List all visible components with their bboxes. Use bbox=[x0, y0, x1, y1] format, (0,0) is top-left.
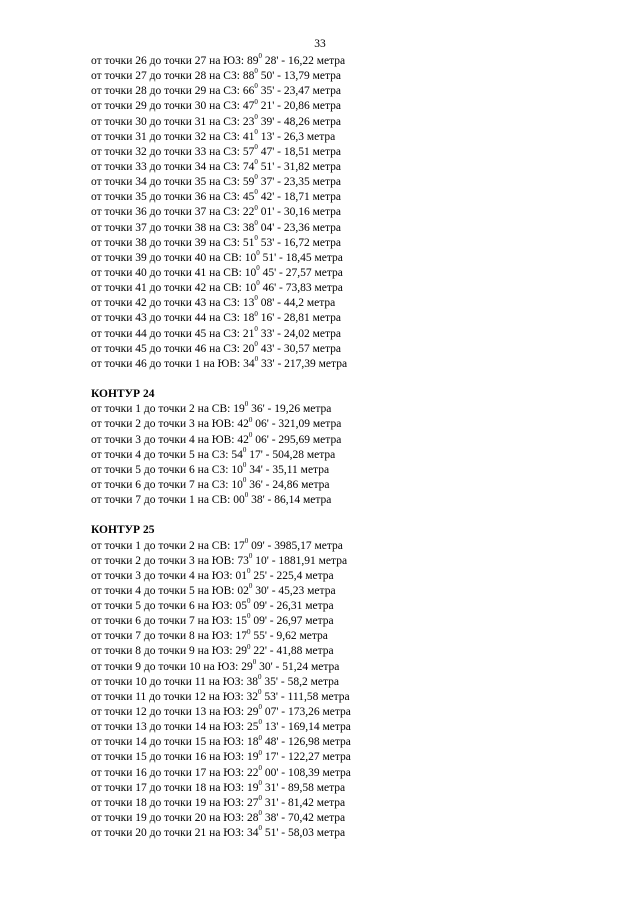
degree-mark: 0 bbox=[248, 430, 253, 439]
degree-mark: 0 bbox=[246, 612, 251, 621]
degree-mark: 0 bbox=[254, 233, 258, 242]
section bbox=[91, 54, 611, 372]
bearing-text-end: 17' - 504,28 метра bbox=[249, 448, 336, 461]
degree-mark: 0 bbox=[254, 309, 258, 318]
bearing-text-end: 30' - 45,23 метра bbox=[255, 584, 336, 597]
degree-mark: 0 bbox=[254, 97, 258, 106]
bearing-line bbox=[91, 311, 611, 326]
bearing-text-end: 37' - 23,35 метра bbox=[260, 176, 342, 189]
degree-mark: 0 bbox=[258, 688, 262, 697]
bearing-text-end: 25' - 225,4 метра bbox=[253, 569, 334, 582]
page-number: 33 bbox=[314, 38, 326, 50]
bearing-text-end: 51' - 58,03 метра bbox=[264, 827, 346, 840]
bearing-line bbox=[91, 54, 611, 69]
bearing-line bbox=[91, 112, 611, 130]
degree-mark: 0 bbox=[254, 127, 258, 136]
bearing-text-end: 46' - 73,83 метра bbox=[262, 282, 343, 295]
bearing-text-start: от точки 11 до точки 12 на ЮЗ: 32 bbox=[91, 690, 259, 703]
degree-mark: 0 bbox=[254, 82, 258, 91]
degree-mark: 0 bbox=[254, 158, 258, 167]
bearing-text-start: от точки 30 до точки 31 на СЗ: 23 bbox=[91, 115, 255, 128]
bearing-text-end: 33' - 217,39 метра bbox=[261, 357, 348, 370]
bearing-text-start: от точки 14 до точки 15 на ЮЗ: 18 bbox=[91, 736, 259, 749]
section-heading: КОНТУР 25 bbox=[91, 524, 155, 537]
bearing-line bbox=[91, 657, 611, 675]
bearing-text-start: от точки 7 до точки 1 на СВ: 00 bbox=[91, 494, 245, 507]
degree-mark: 0 bbox=[256, 249, 260, 257]
bearing-line bbox=[91, 460, 611, 478]
bearing-text-end: 55' - 9,62 метра bbox=[253, 630, 328, 643]
bearing-text-end: 34' - 35,11 метра bbox=[249, 463, 330, 476]
bearing-text-end: 45' - 27,57 метра bbox=[262, 266, 343, 279]
section bbox=[91, 387, 611, 508]
bearing-text-end: 04' - 23,36 метра bbox=[260, 221, 342, 234]
bearing-text-start: от точки 16 до точки 17 на ЮЗ: 22 bbox=[91, 766, 259, 779]
bearing-text-start: от точки 10 до точки 11 на ЮЗ: 38 bbox=[91, 675, 259, 688]
bearing-line bbox=[91, 266, 611, 281]
bearing-text-start: от точки 1 до точки 2 на СВ: 17 bbox=[91, 539, 245, 552]
bearing-text-start: от точки 35 до точки 36 на СЗ: 45 bbox=[91, 191, 255, 204]
bearing-text-end: 38' - 70,42 метра bbox=[264, 812, 346, 825]
bearing-line bbox=[91, 84, 611, 99]
bearing-line bbox=[91, 324, 611, 342]
bearing-line bbox=[91, 566, 611, 584]
bearing-line bbox=[91, 445, 611, 463]
bearing-line bbox=[91, 750, 611, 765]
bearing-text-end: 07' - 173,26 метра bbox=[264, 706, 351, 719]
bearing-text-start: от точки 36 до точки 37 на СЗ: 22 bbox=[91, 206, 255, 219]
bearing-text-start: от точки 4 до точки 5 на ЮВ: 02 bbox=[91, 584, 249, 597]
degree-mark: 0 bbox=[252, 657, 257, 666]
degree-mark: 0 bbox=[258, 52, 262, 61]
bearing-text-start: от точки 7 до точки 8 на ЮЗ: 17 bbox=[91, 630, 247, 643]
bearing-text-end: 53' - 111,58 метра bbox=[264, 690, 350, 703]
bearing-line bbox=[91, 296, 611, 311]
bearing-text-start: от точки 42 до точки 43 на СЗ: 13 bbox=[91, 297, 255, 310]
bearing-text-start: от точки 32 до точки 33 на СЗ: 57 bbox=[91, 145, 255, 158]
bearing-text-start: от точки 3 до точки 4 на ЮЗ: 01 bbox=[91, 569, 247, 582]
bearing-text-end: 31' - 89,58 метра bbox=[264, 781, 346, 794]
degree-mark: 0 bbox=[246, 642, 251, 651]
bearing-text-start: от точки 9 до точки 10 на ЮЗ: 29 bbox=[91, 660, 253, 673]
bearing-line bbox=[91, 281, 611, 296]
bearing-text-end: 09' - 26,97 метра bbox=[253, 615, 334, 628]
bearing-line bbox=[91, 778, 611, 796]
bearing-text-end: 51' - 31,82 метра bbox=[260, 160, 342, 173]
bearing-line bbox=[91, 430, 611, 448]
bearing-line bbox=[91, 614, 611, 629]
bearing-line bbox=[91, 175, 611, 190]
bearing-line bbox=[91, 205, 611, 220]
section-heading: КОНТУР 24 bbox=[91, 388, 155, 401]
degree-mark: 0 bbox=[242, 460, 247, 469]
bearing-line bbox=[91, 354, 611, 372]
bearing-text-end: 35' - 23,47 метра bbox=[260, 85, 342, 98]
degree-mark: 0 bbox=[254, 218, 258, 227]
bearing-text-end: 36' - 24,86 метра bbox=[249, 478, 330, 491]
bearing-text-end: 09' - 26,31 метра bbox=[253, 600, 334, 613]
bearing-line bbox=[91, 339, 611, 357]
degree-mark: 0 bbox=[254, 112, 258, 121]
degree-mark: 0 bbox=[258, 718, 262, 727]
degree-mark: 0 bbox=[254, 294, 258, 303]
degree-mark: 0 bbox=[258, 748, 262, 757]
bearing-text-end: 06' - 295,69 метра bbox=[255, 433, 342, 446]
bearing-text-end: 36' - 19,26 метра bbox=[251, 403, 332, 416]
bearing-text-start: от точки 3 до точки 4 на ЮВ: 42 bbox=[91, 433, 249, 446]
bearing-line bbox=[91, 99, 611, 114]
bearing-text-end: 16' - 28,81 метра bbox=[260, 312, 342, 325]
degree-mark: 0 bbox=[258, 733, 262, 742]
bearing-line bbox=[91, 251, 611, 266]
degree-mark: 0 bbox=[246, 627, 251, 636]
bearing-text-start: от точки 44 до точки 45 на СЗ: 21 bbox=[91, 327, 255, 340]
bearing-line bbox=[91, 796, 611, 811]
bearing-text-start: от точки 6 до точки 7 на СЗ: 10 bbox=[91, 478, 243, 491]
degree-mark: 0 bbox=[258, 672, 262, 681]
bearing-text-end: 35' - 58,2 метра bbox=[264, 675, 339, 688]
degree-mark: 0 bbox=[254, 324, 258, 333]
bearing-text-end: 22' - 41,88 метра bbox=[253, 645, 334, 658]
bearing-text-start: от точки 18 до точки 19 на ЮЗ: 27 bbox=[91, 796, 259, 809]
bearing-line bbox=[91, 190, 611, 205]
bearing-line bbox=[91, 720, 611, 735]
bearing-line bbox=[91, 233, 611, 251]
degree-mark: 0 bbox=[248, 582, 253, 591]
degree-mark: 0 bbox=[254, 143, 258, 152]
bearing-text-end: 30' - 51,24 метра bbox=[259, 660, 340, 673]
bearing-line bbox=[91, 478, 611, 493]
degree-mark: 0 bbox=[244, 400, 249, 409]
bearing-text-start: от точки 40 до точки 41 на СВ: 10 bbox=[91, 266, 257, 279]
degree-mark: 0 bbox=[258, 824, 262, 833]
degree-mark: 0 bbox=[254, 354, 259, 363]
bearing-line bbox=[91, 127, 611, 145]
bearing-line bbox=[91, 218, 611, 236]
bearing-text-end: 50' - 13,79 метра bbox=[260, 70, 342, 83]
bearing-text-start: от точки 34 до точки 35 на СЗ: 59 bbox=[91, 176, 255, 189]
bearing-line bbox=[91, 417, 611, 432]
bearing-text-start: от точки 27 до точки 28 на СЗ: 88 bbox=[91, 70, 255, 83]
bearing-line bbox=[91, 69, 611, 84]
bearing-text-start: от точки 45 до точки 46 на СЗ: 20 bbox=[91, 342, 255, 355]
bearing-text-start: от точки 41 до точки 42 на СВ: 10 bbox=[91, 282, 257, 295]
degree-mark: 0 bbox=[258, 703, 262, 712]
degree-mark: 0 bbox=[242, 445, 247, 454]
bearing-text-start: от точки 17 до точки 18 на ЮЗ: 19 bbox=[91, 781, 259, 794]
bearing-text-end: 21' - 20,86 метра bbox=[260, 100, 342, 113]
degree-mark: 0 bbox=[246, 566, 251, 575]
bearing-text-start: от точки 5 до точки 6 на ЮЗ: 05 bbox=[91, 600, 247, 613]
bearing-line bbox=[91, 826, 611, 841]
bearing-text-start: от точки 8 до точки 9 на ЮЗ: 29 bbox=[91, 645, 247, 658]
degree-mark: 0 bbox=[254, 339, 258, 348]
bearing-line bbox=[91, 811, 611, 826]
bearing-text-start: от точки 31 до точки 32 на СЗ: 41 bbox=[91, 130, 255, 143]
bearing-text-end: 17' - 122,27 метра bbox=[264, 751, 351, 764]
degree-mark: 0 bbox=[254, 67, 258, 76]
bearing-text-end: 28' - 16,22 метра bbox=[264, 55, 346, 67]
bearing-text-end: 47' - 18,51 метра bbox=[260, 145, 342, 158]
bearing-text-end: 01' - 30,16 метра bbox=[260, 206, 342, 219]
degree-mark: 0 bbox=[254, 188, 258, 197]
bearing-line bbox=[91, 690, 611, 705]
bearing-line bbox=[91, 629, 611, 644]
bearing-line bbox=[91, 735, 611, 750]
bearing-line bbox=[91, 551, 611, 569]
bearing-text-end: 51' - 18,45 метра bbox=[262, 251, 343, 264]
degree-mark: 0 bbox=[258, 794, 262, 803]
bearing-text-start: от точки 13 до точки 14 на ЮЗ: 25 bbox=[91, 721, 259, 734]
bearing-text-start: от точки 20 до точки 21 на ЮЗ: 34 bbox=[91, 827, 259, 840]
bearing-text-start: от точки 26 до точки 27 на ЮЗ: 89 bbox=[91, 55, 259, 67]
bearing-text-end: 09' - 3985,17 метра bbox=[251, 539, 343, 552]
bearing-text-end: 33' - 24,02 метра bbox=[260, 327, 342, 340]
bearing-text-start: от точки 28 до точки 29 на СЗ: 66 bbox=[91, 85, 255, 98]
degree-mark: 0 bbox=[258, 763, 262, 772]
bearing-line bbox=[91, 402, 611, 417]
bearing-text-start: от точки 38 до точки 39 на СЗ: 51 bbox=[91, 236, 255, 249]
bearing-line bbox=[91, 599, 611, 614]
bearing-text-start: от точки 12 до точки 13 на ЮЗ: 29 bbox=[91, 706, 259, 719]
bearing-text-start: от точки 2 до точки 3 на ЮВ: 42 bbox=[91, 418, 249, 431]
bearing-text-start: от точки 4 до точки 5 на СЗ: 54 bbox=[91, 448, 243, 461]
bearing-text-start: от точки 6 до точки 7 на ЮЗ: 15 bbox=[91, 615, 247, 628]
bearing-text-end: 08' - 44,2 метра bbox=[260, 297, 336, 310]
bearing-line bbox=[91, 536, 611, 554]
degree-mark: 0 bbox=[258, 778, 262, 787]
bearing-line bbox=[91, 493, 611, 508]
degree-mark: 0 bbox=[256, 264, 260, 273]
bearing-text-end: 06' - 321,09 метра bbox=[255, 418, 342, 431]
degree-mark: 0 bbox=[244, 536, 249, 545]
degree-mark: 0 bbox=[254, 173, 258, 182]
bearing-line bbox=[91, 584, 611, 599]
bearing-text-start: от точки 46 до точки 1 на ЮВ: 34 bbox=[91, 357, 255, 370]
bearing-line bbox=[91, 145, 611, 160]
bearing-text-start: от точки 5 до точки 6 на СЗ: 10 bbox=[91, 463, 243, 476]
bearing-text-start: от точки 39 до точки 40 на СВ: 10 bbox=[91, 251, 257, 264]
bearing-text-start: от точки 33 до точки 34 на СЗ: 74 bbox=[91, 160, 255, 173]
bearing-line bbox=[91, 160, 611, 175]
document-body bbox=[91, 54, 611, 841]
degree-mark: 0 bbox=[242, 476, 247, 485]
bearing-text-end: 43' - 30,57 метра bbox=[260, 342, 342, 355]
bearing-text-start: от точки 19 до точки 20 на ЮЗ: 28 bbox=[91, 812, 259, 825]
section bbox=[91, 523, 611, 841]
bearing-text-end: 10' - 1881,91 метра bbox=[255, 554, 348, 567]
degree-mark: 0 bbox=[248, 551, 253, 560]
bearing-text-start: от точки 43 до точки 44 на СЗ: 18 bbox=[91, 312, 255, 325]
degree-mark: 0 bbox=[256, 279, 260, 288]
bearing-text-end: 48' - 126,98 метра bbox=[264, 736, 351, 749]
bearing-text-start: от точки 2 до точки 3 на ЮВ: 73 bbox=[91, 554, 249, 567]
bearing-line bbox=[91, 763, 611, 781]
bearing-text-start: от точки 15 до точки 16 на ЮЗ: 19 bbox=[91, 751, 259, 764]
bearing-line bbox=[91, 705, 611, 720]
bearing-text-end: 42' - 18,71 метра bbox=[260, 191, 342, 204]
degree-mark: 0 bbox=[254, 203, 258, 212]
bearing-text-end: 38' - 86,14 метра bbox=[251, 494, 332, 507]
bearing-text-start: от точки 29 до точки 30 на СЗ: 47 bbox=[91, 100, 255, 113]
bearing-text-end: 13' - 169,14 метра bbox=[264, 721, 351, 734]
bearing-text-start: от точки 37 до точки 38 на СЗ: 38 bbox=[91, 221, 255, 234]
degree-mark: 0 bbox=[244, 491, 249, 500]
bearing-text-end: 53' - 16,72 метра bbox=[260, 236, 342, 249]
bearing-line bbox=[91, 672, 611, 690]
bearing-text-end: 13' - 26,3 метра bbox=[260, 130, 336, 143]
degree-mark: 0 bbox=[246, 597, 251, 606]
bearing-text-end: 00' - 108,39 метра bbox=[264, 766, 351, 779]
bearing-text-end: 31' - 81,42 метра bbox=[264, 796, 346, 809]
bearing-text-start: от точки 1 до точки 2 на СВ: 19 bbox=[91, 403, 245, 416]
degree-mark: 0 bbox=[248, 415, 253, 424]
bearing-text-end: 39' - 48,26 метра bbox=[260, 115, 342, 128]
bearing-line bbox=[91, 644, 611, 659]
degree-mark: 0 bbox=[258, 809, 262, 818]
